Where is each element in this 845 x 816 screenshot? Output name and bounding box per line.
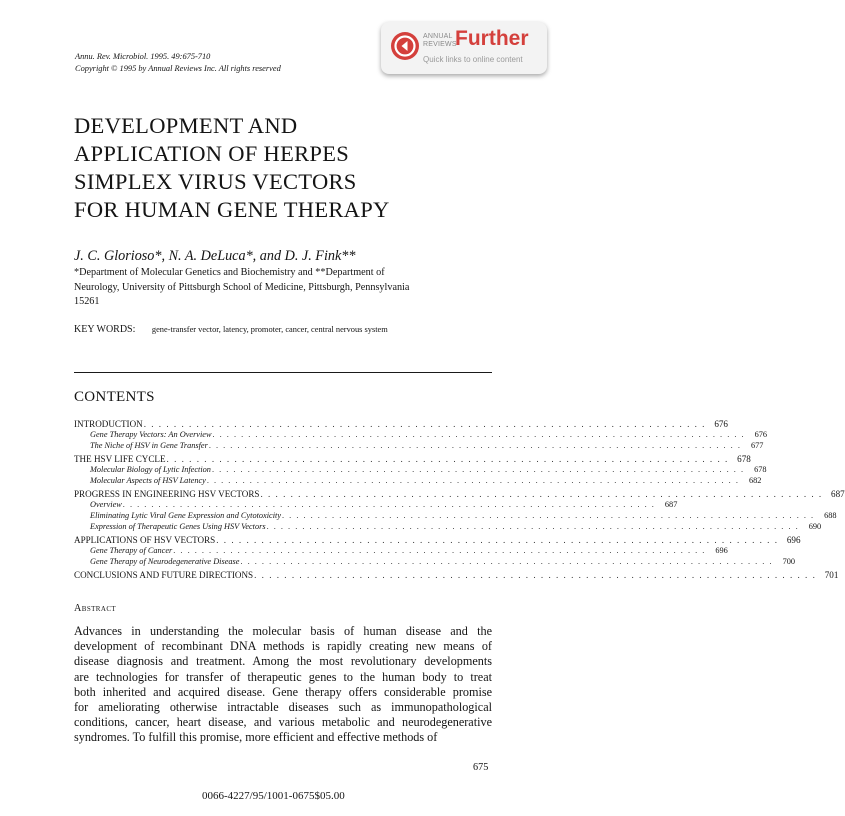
toc-entry-label: APPLICATIONS OF HSV VECTORS	[74, 535, 216, 546]
affiliation-line: *Department of Molecular Genetics and Biochemistry and **Department of	[74, 267, 385, 278]
keywords-label: KEY WORDS:	[74, 324, 136, 335]
toc-leader-dots: . . . . . . . . . . . . . . . . . . . . . . . . . . . . . . . . . . . . . . . . . . . . . . . . . . . . . . . . . . . . . . . . . . . . . . . . . . .	[266, 521, 800, 531]
toc-page-number: 696	[786, 535, 801, 546]
abstract-line: for ameliorating otherwise intractable diseases such as immunopathological	[74, 700, 492, 715]
journal-header	[75, 51, 281, 75]
toc-entry[interactable]	[74, 454, 751, 465]
toc-leader-dots: . . . . . . . . . . . . . . . . . . . . . . . . . . . . . . . . . . . . . . . . . . . . . . . . . . . . . . . . . . . . . . . . . . . . . . . . . . .	[212, 430, 746, 440]
toc-entry[interactable]	[74, 535, 801, 546]
toc-entry[interactable]	[74, 570, 839, 581]
toc-entry-label: Overview	[90, 500, 122, 510]
toc-leader-dots: . . . . . . . . . . . . . . . . . . . . . . . . . . . . . . . . . . . . . . . . . . . . . . . . . . . . . . . . . . . . . . . . . . . . . . . . . . .	[254, 570, 817, 581]
toc-page-number: 682	[748, 476, 762, 486]
toc-page-number: 677	[750, 440, 764, 450]
abstract-line: are technologies for transfer of therapeutic genes to the human body to treat	[74, 669, 492, 684]
toc-entry-label: The Niche of HSV in Gene Transfer	[90, 440, 208, 450]
banner-further-label: Further	[455, 27, 529, 50]
toc-subentry[interactable]	[74, 557, 796, 568]
toc-entry-label: INTRODUCTION	[74, 419, 143, 429]
title-line: SIMPLEX VIRUS VECTORS	[74, 169, 357, 194]
toc-page-number: 687	[831, 489, 845, 500]
issn-footer: 0066-4227/95/1001-0675$05.00	[202, 790, 345, 802]
toc-page-number: 678	[754, 465, 767, 475]
affiliation	[74, 266, 494, 310]
toc-page-number: 701	[824, 570, 839, 581]
banner-tagline: Quick links to online content	[423, 55, 523, 64]
abstract-heading: Abstract	[74, 603, 117, 614]
toc-page-number: 676	[714, 419, 728, 429]
abstract-line: syndromes. To fulfill this promise, more efficient and effective methods of	[74, 730, 438, 745]
toc-entry-label: Expression of Therapeutic Genes Using HSV Vectors	[90, 521, 266, 531]
abstract-body	[74, 624, 492, 746]
toc-page-number: 688	[824, 511, 837, 521]
journal-citation: Annu. Rev. Microbiol. 1995. 49:675-710	[75, 52, 211, 61]
toc-leader-dots: . . . . . . . . . . . . . . . . . . . . . . . . . . . . . . . . . . . . . . . . . . . . . . . . . . . . . . . . . . . . . . . . . . . . . . . . . . .	[211, 465, 745, 475]
toc-subentry[interactable]	[74, 430, 768, 441]
toc-entry-label: Molecular Biology of Lytic Infection	[90, 465, 211, 475]
section-divider	[74, 372, 492, 373]
annual-reviews-logo-icon	[390, 31, 420, 61]
toc-leader-dots: . . . . . . . . . . . . . . . . . . . . . . . . . . . . . . . . . . . . . . . . . . . . . . . . . . . . . . . . . . . . . . . . . . . . . . . . . . .	[166, 454, 729, 465]
banner-reviews: REVIEWS	[423, 41, 457, 48]
abstract-line: Advances in understanding the molecular basis of human disease and the	[74, 624, 492, 638]
toc-entry-label: Gene Therapy Vectors: An Overview	[90, 430, 212, 440]
toc-subentry[interactable]	[74, 521, 822, 533]
page-number: 675	[473, 762, 489, 773]
toc-leader-dots: . . . . . . . . . . . . . . . . . . . . . . . . . . . . . . . . . . . . . . . . . . . . . . . . . . . . . . . . . . . . . . . . . . . . . . . . . . .	[206, 476, 740, 486]
authors: J. C. Glorioso*, N. A. DeLuca*, and D. J. Fink**	[74, 248, 356, 264]
toc-leader-dots: . . . . . . . . . . . . . . . . . . . . . . . . . . . . . . . . . . . . . . . . . . . . . . . . . . . . . . . . . . . . . . . . . . . . . . . . . . .	[143, 419, 706, 429]
toc-leader-dots: . . . . . . . . . . . . . . . . . . . . . . . . . . . . . . . . . . . . . . . . . . . . . . . . . . . . . . . . . . . . . . . . . . . . . . . . . . .	[173, 546, 706, 556]
toc-subentry[interactable]	[74, 511, 837, 522]
toc-page-number: 696	[715, 546, 728, 556]
toc-entry[interactable]	[74, 419, 728, 430]
title-line: APPLICATION OF HERPES	[74, 141, 350, 166]
toc-leader-dots: . . . . . . . . . . . . . . . . . . . . . . . . . . . . . . . . . . . . . . . . . . . . . . . . . . . . . . . . . . . . . . . . . . . . . . . . . . .	[240, 557, 774, 567]
toc-leader-dots: . . . . . . . . . . . . . . . . . . . . . . . . . . . . . . . . . . . . . . . . . . . . . . . . . . . . . . . . . . . . . . . . . . . . . . . . . . .	[282, 511, 815, 521]
abstract-line: disease diagnosis and treatment. Among the most revolutionary developments	[74, 654, 492, 669]
toc-page-number: 676	[754, 430, 768, 440]
article-title	[74, 112, 390, 224]
toc-page-number: 678	[737, 454, 751, 465]
abstract-line: development of recombinant DNA methods is rapidly creating new means of	[74, 639, 492, 654]
banner-annual: ANNUAL	[423, 33, 453, 40]
toc-leader-dots: . . . . . . . . . . . . . . . . . . . . . . . . . . . . . . . . . . . . . . . . . . . . . . . . . . . . . . . . . . . . . . . . . . . . . . . . . . .	[216, 535, 779, 546]
toc-entry-label: CONCLUSIONS AND FUTURE DIRECTIONS	[74, 570, 254, 581]
title-line: DEVELOPMENT AND	[74, 113, 298, 138]
toc-subentry[interactable]	[74, 465, 767, 476]
toc-entry-label: Gene Therapy of Neurodegenerative Disease	[90, 557, 240, 567]
table-of-contents	[74, 419, 845, 581]
abstract-line: both inherited and acquired disease. Gene therapy offers considerable promise	[74, 684, 492, 699]
further-banner[interactable]	[381, 22, 547, 74]
toc-page-number: 700	[782, 557, 796, 567]
keywords-value: gene-transfer vector, latency, promoter, cancer, central nervous system	[151, 325, 388, 334]
toc-subentry[interactable]	[74, 476, 762, 487]
toc-entry-label: PROGRESS IN ENGINEERING HSV VECTORS	[74, 489, 260, 500]
toc-leader-dots: . . . . . . . . . . . . . . . . . . . . . . . . . . . . . . . . . . . . . . . . . . . . . . . . . . . . . . . . . . . . . . . . . . . . . . . . . . .	[122, 500, 656, 510]
copyright-notice: Copyright © 1995 by Annual Reviews Inc. All rights reserved	[75, 64, 281, 73]
toc-subentry[interactable]	[74, 500, 678, 511]
toc-subentry[interactable]	[74, 546, 728, 557]
toc-entry-label: Eliminating Lytic Viral Gene Expression and Cytotoxicity	[90, 511, 282, 521]
toc-entry-label: Molecular Aspects of HSV Latency	[90, 476, 206, 486]
contents-heading: CONTENTS	[74, 389, 155, 405]
affiliation-line: Neurology, University of Pittsburgh School of Medicine, Pittsburgh, Pennsylvania	[74, 281, 410, 293]
toc-page-number: 690	[808, 521, 822, 531]
banner-brand	[423, 33, 457, 49]
toc-page-number: 687	[664, 500, 678, 510]
title-line: FOR HUMAN GENE THERAPY	[74, 197, 390, 222]
abstract-line: conditions, cancer, heart disease, and various metabolic and neurodegenerative	[74, 715, 492, 730]
keywords	[74, 324, 388, 335]
toc-entry[interactable]	[74, 489, 845, 500]
toc-leader-dots: . . . . . . . . . . . . . . . . . . . . . . . . . . . . . . . . . . . . . . . . . . . . . . . . . . . . . . . . . . . . . . . . . . . . . . . . . . .	[260, 489, 823, 500]
toc-leader-dots: . . . . . . . . . . . . . . . . . . . . . . . . . . . . . . . . . . . . . . . . . . . . . . . . . . . . . . . . . . . . . . . . . . . . . . . . . . .	[208, 440, 742, 450]
toc-entry-label: Gene Therapy of Cancer	[90, 546, 173, 556]
toc-subentry[interactable]	[74, 440, 764, 452]
affiliation-line: 15261	[74, 296, 100, 307]
toc-entry-label: THE HSV LIFE CYCLE	[74, 454, 166, 465]
